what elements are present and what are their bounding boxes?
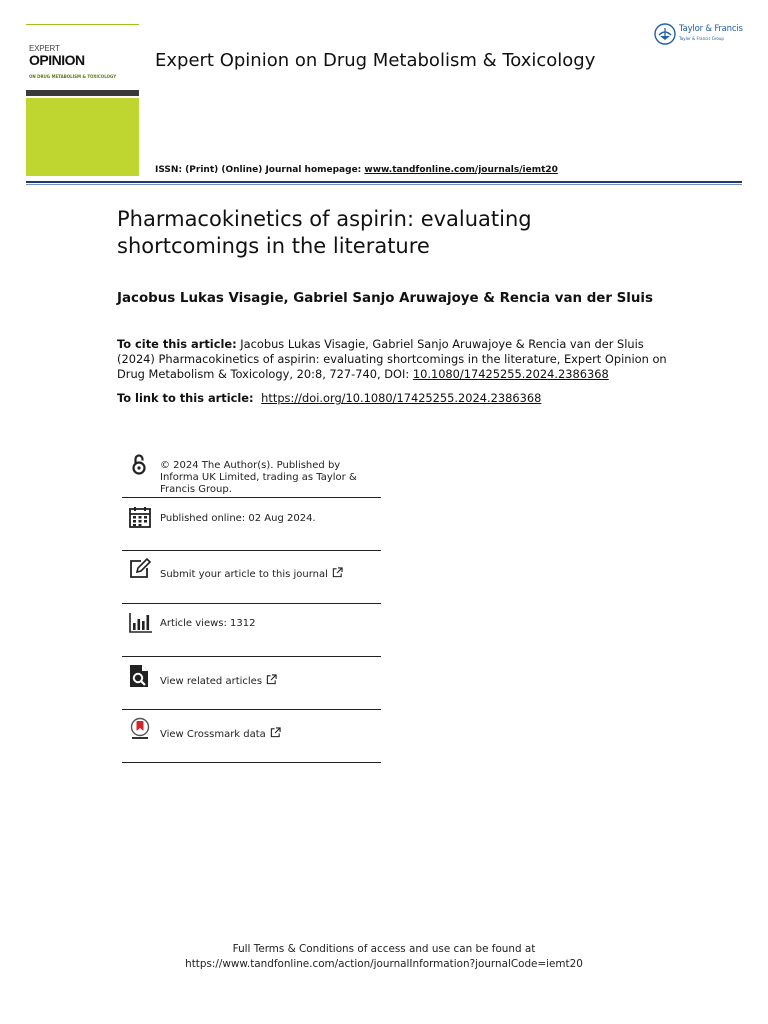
- article-title: Pharmacokinetics of aspirin: evaluating shortcomings in the literature: [117, 207, 532, 258]
- cover-opinion: OPINION: [29, 52, 85, 68]
- issn-line: [155, 165, 558, 175]
- cover-green-panel: [26, 98, 139, 176]
- terms-line: Full Terms & Conditions of access and use can be found at: [232, 943, 536, 955]
- journal-homepage-link[interactable]: www.tandfonline.com/journals/iemt20: [364, 165, 558, 175]
- copyright-text: © 2024 The Author(s). Published by Informa UK Limited, trading as Taylor & Francis Group.: [160, 460, 357, 495]
- related-articles-label: View related articles: [160, 676, 263, 687]
- doi-link[interactable]: 10.1080/17425255.2024.2386368: [412, 367, 609, 381]
- related-articles-link[interactable]: [160, 674, 382, 688]
- header-rule: [26, 181, 742, 183]
- crossmark-label: View Crossmark data: [160, 729, 266, 740]
- external-link-icon: [270, 727, 281, 738]
- info-row-copyright: [122, 452, 381, 498]
- terms-url[interactable]: https://www.tandfonline.com/action/journalInformation?journalCode=iemt20: [185, 958, 583, 970]
- bar-chart-icon: [128, 610, 152, 634]
- journal-cover: [26, 24, 139, 176]
- crossmark-icon: [128, 717, 152, 741]
- journal-title[interactable]: Expert Opinion on Drug Metabolism & Toxicology: [155, 50, 596, 71]
- submit-article-label: Submit your article to this journal: [160, 569, 328, 580]
- publisher-name: Taylor & Francis: [679, 24, 743, 34]
- publisher-logo[interactable]: [654, 22, 746, 46]
- calendar-icon: [128, 505, 152, 529]
- open-access-icon: [128, 452, 152, 476]
- header-rule-thin: [26, 184, 742, 185]
- cover-top-rule: [26, 24, 139, 25]
- cite-text: Jacobus Lukas Visagie, Gabriel Sanjo Aruwajoye & Rencia van der Sluis (2024) Pharmacokinetics of aspirin: evaluating shortcomings in the literature, Expert Opinion on Drug Metabolism & Toxicology, 20:8, 727-740, DOI:: [117, 337, 667, 381]
- terms-footer: [0, 942, 768, 972]
- article-link-line: [117, 391, 677, 405]
- article-views: Article views: 1312: [160, 618, 256, 629]
- edit-icon: [128, 557, 152, 581]
- cite-label: To cite this article:: [117, 337, 237, 351]
- publisher-group: Taylor & Francis Group: [679, 36, 724, 41]
- cover-expert: EXPERT: [29, 44, 60, 53]
- external-link-icon: [266, 674, 277, 685]
- link-label: To link to this article:: [117, 391, 254, 405]
- info-row-submit[interactable]: [122, 551, 381, 604]
- article-url-link[interactable]: https://doi.org/10.1080/17425255.2024.2386368: [261, 391, 542, 405]
- info-row-views: [122, 604, 381, 657]
- info-row-related[interactable]: [122, 657, 381, 710]
- info-row-published: [122, 498, 381, 551]
- article-authors: Jacobus Lukas Visagie, Gabriel Sanjo Aruwajoye & Rencia van der Sluis: [117, 291, 653, 306]
- external-link-icon: [332, 567, 343, 578]
- cover-subtitle: ON DRUG METABOLISM & TOXICOLOGY: [29, 74, 117, 79]
- issn-label: ISSN: (Print) (Online) Journal homepage:: [155, 165, 365, 175]
- info-row-crossmark[interactable]: [122, 710, 381, 763]
- taylor-francis-icon: [654, 23, 676, 45]
- article-info-list: [122, 452, 381, 763]
- published-text: Published online: 02 Aug 2024.: [160, 513, 316, 524]
- cover-dark-band: [26, 90, 139, 96]
- crossmark-link[interactable]: [160, 727, 382, 741]
- citation-block: [117, 337, 677, 382]
- submit-article-link[interactable]: [160, 567, 382, 581]
- search-document-icon: [128, 664, 152, 688]
